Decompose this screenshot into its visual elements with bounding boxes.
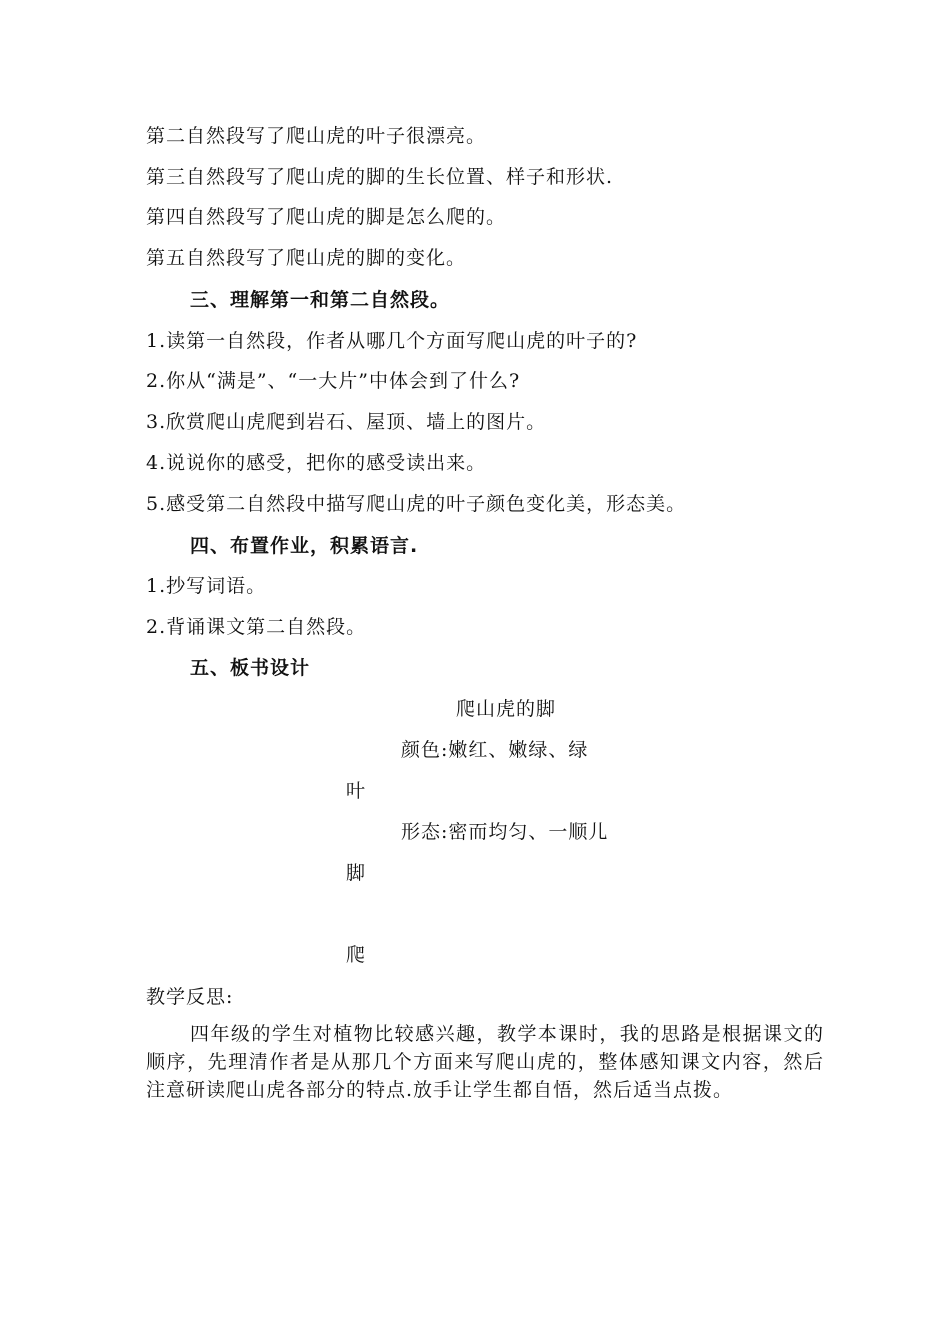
section-3-heading: 三、理解第一和第二自然段。 — [190, 289, 451, 311]
section-5-heading: 五、板书设计 — [190, 657, 311, 679]
section-3-item-5: 5.感受第二自然段中描写爬山虎的叶子颜色变化美，形态美。 — [146, 493, 687, 515]
section-3-item-2: 2.你从“满是”、“一大片”中体会到了什么? — [146, 370, 521, 392]
section-4-heading: 四、布置作业，积累语言. — [190, 535, 419, 557]
section-4-item-2: 2.背诵课文第二自然段。 — [146, 616, 367, 638]
board-leaf: 叶 — [346, 780, 367, 802]
section-3-item-1: 1.读第一自然段，作者从哪几个方面写爬山虎的叶子的? — [146, 330, 638, 352]
reflection-paragraph: 四年级的学生对植物比较感兴趣，教学本课时，我的思路是根据课文的顺序，先理清作者是从那几个方面来写爬山虎的，整体感知课文内容，然后注意研读爬山虎各部分的特点.放手让学生都自悟，然后适当点拨。 — [146, 1023, 824, 1101]
board-climb: 爬 — [346, 944, 367, 966]
board-title: 爬山虎的脚 — [456, 698, 557, 720]
summary-line-3: 第三自然段写了爬山虎的脚的生长位置、样子和形状. — [146, 166, 614, 188]
board-foot: 脚 — [346, 862, 367, 884]
section-3-item-4: 4.说说你的感受，把你的感受读出来。 — [146, 452, 487, 474]
section-4-item-1: 1.抄写词语。 — [146, 575, 267, 597]
summary-line-4: 第四自然段写了爬山虎的脚是怎么爬的。 — [146, 206, 507, 228]
reflection-label: 教学反思: — [146, 986, 234, 1008]
section-3-item-3: 3.欣赏爬山虎爬到岩石、屋顶、墙上的图片。 — [146, 411, 547, 433]
summary-line-5: 第五自然段写了爬山虎的脚的变化。 — [146, 247, 467, 269]
board-shape-line: 形态:密而均匀、一顺儿 — [401, 821, 609, 843]
board-color-line: 颜色:嫩红、嫩绿、绿 — [401, 739, 589, 761]
summary-line-2: 第二自然段写了爬山虎的叶子很漂亮。 — [146, 125, 487, 147]
